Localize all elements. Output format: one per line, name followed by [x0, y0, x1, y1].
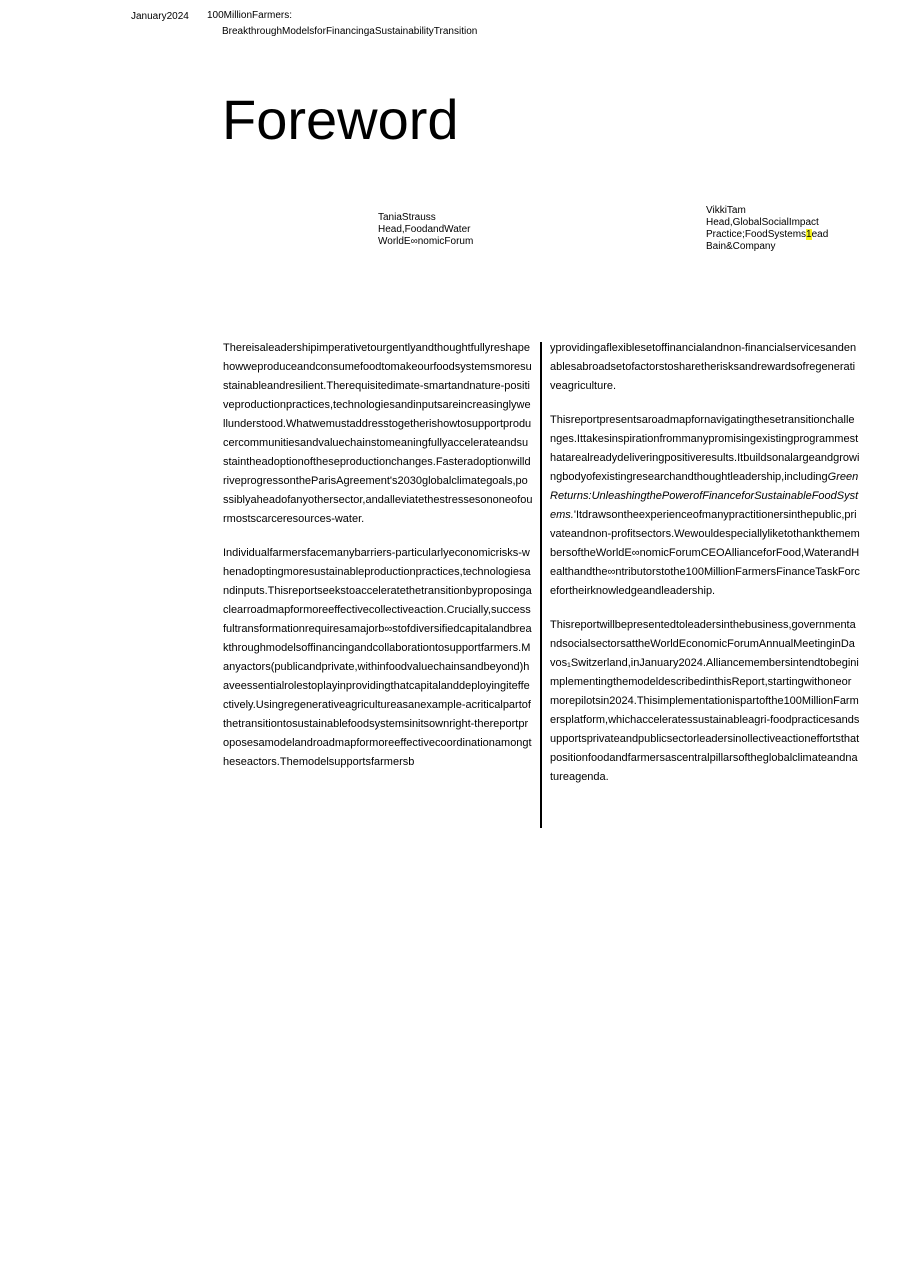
paragraph-text: Thisreportpresentsaroadmapfornavigatingthesetransitionchallenges.Ittakesinspirationfrommanypromisingexistingprogrammesthatarealreadydeliveringpositiveresults.Itbuildsonalargeandgrowingbodyofexistingresearchandthoughtleadership,including [550, 414, 860, 483]
column-divider [540, 342, 542, 828]
header-report-title [207, 8, 607, 40]
author-org: WorldE∞nomicForum [378, 236, 474, 247]
author-role: Head,FoodandWater [378, 224, 471, 235]
author-block-1 [378, 212, 558, 248]
paragraph: Thisreportwillbepresentedtoleadersinthebusiness,governmentandsocialsectorsattheWorldEconomicForumAnnualMeetinginDavos₁Switzerland,inJanuary2024.AlliancemembersintendtobeginimplementingthemodeldescribedinthisReport,startingwithoneormorepilotsin2024.Thisimplementationispartofthe100MillionFarmersplatform,whichacceleratessustainableagri-foodpracticesandsupportsprivateandpublicsectorleadersinollectiveactioneffortsthatpositionfoodandfarmersascentralpillarsoftheglobalclimateandnatureagenda. [550, 619, 860, 783]
author-role-line1: Head,GlobalSocialImpact [706, 217, 819, 228]
header-title-line2: BreakthroughModelsforFinancingaSustainabilityTransition [222, 26, 478, 37]
paragraph: yprovidingaflexiblesetoffinancialandnon-financialservicesandenablesabroadsetofactorstosharetherisksandrewardsofregenerativeagriculture. [550, 342, 857, 392]
body-column-right [550, 339, 860, 802]
paragraph [550, 411, 860, 601]
paragraph: Thereisaleadershipimperativetourgentlyandthoughtfullyreshapehowweproduceandconsumefoodtomakeourfoodsystemsmoresustainableandresilient.Therequisitedimate-smartandnature-positiveproductionpractices,technologiesandinputsareincreasinglywellunderstood.Whatwemustaddresstogetherishowtosupportproducercommunitiesandvaluechainstomeaningfullyaccelerateandsustaintheadoptionoftheseproductionchanges.FasteradoptionwilldriveprogressontheParisAgreement's2030globalclimategoals,possiblyaheadofanyothersector,andalleviatethestressesononeofourmostscarceresources-water. [223, 342, 533, 525]
author-name: TaniaStrauss [378, 212, 436, 223]
author-name: VikkiTam [706, 205, 746, 216]
body-column-left [223, 339, 533, 787]
paragraph: Individualfarmersfacemanybarriers-particularlyeconomicrisks-whenadoptingmoresustainableproductionpractices,technologiesandinputs.Thisreportseekstoacceleratethetransitionbyproposingaclearroadmapformoreeffectivecollectiveaction.Crucially,successfultransformationrequiresamajorb∞stofdiversifiedcapitalandbreakthroughmodelsoffinancingandcollaborationtosupportfarmers.Manyactors(publicandprivate,withinfoodvaluechainsandbeyond)haveessentialrolestoplayinprovidingthatcapitalanddeployingiteffectively.Usingregenerativeagricultureasanexample-acriticalpartofthetransitiontosustainablefoodsystemsinitsownright-thereportproposesamodelandroadmapformoreeffectivecoordinationamongtheseactors.Themodelsupportsfarmersb [223, 547, 532, 768]
author-block-2 [706, 205, 866, 253]
author-role-line2 [706, 229, 866, 241]
page-title: Foreword [222, 88, 459, 151]
author-role-line2-a: Practice;FoodSystems [706, 229, 807, 240]
author-role-line2-c: ead [811, 229, 829, 240]
highlighted-text: 1 [806, 229, 812, 240]
author-org: Bain&Company [706, 241, 776, 252]
paragraph-text: 'Itdrawsontheexperienceofmanypractitionersinthepublic,privateandnon-profitsectors.WewouldespeciallyliketothankthemembersoftheWorldE∞nomicForumCEOAllianceforFood,WaterandHealthandthe∞ntributorstothe100MillionFarmersFinanceTaskForcefortheirknowledgeandleadership. [550, 509, 860, 597]
header-title-line1: 100MillionFarmers: [207, 10, 293, 21]
header-date: January2024 [131, 11, 189, 22]
cited-report-title: GreenReturns:UnleashingthePowerofFinanceforSustainableFoodSystems. [550, 471, 859, 521]
